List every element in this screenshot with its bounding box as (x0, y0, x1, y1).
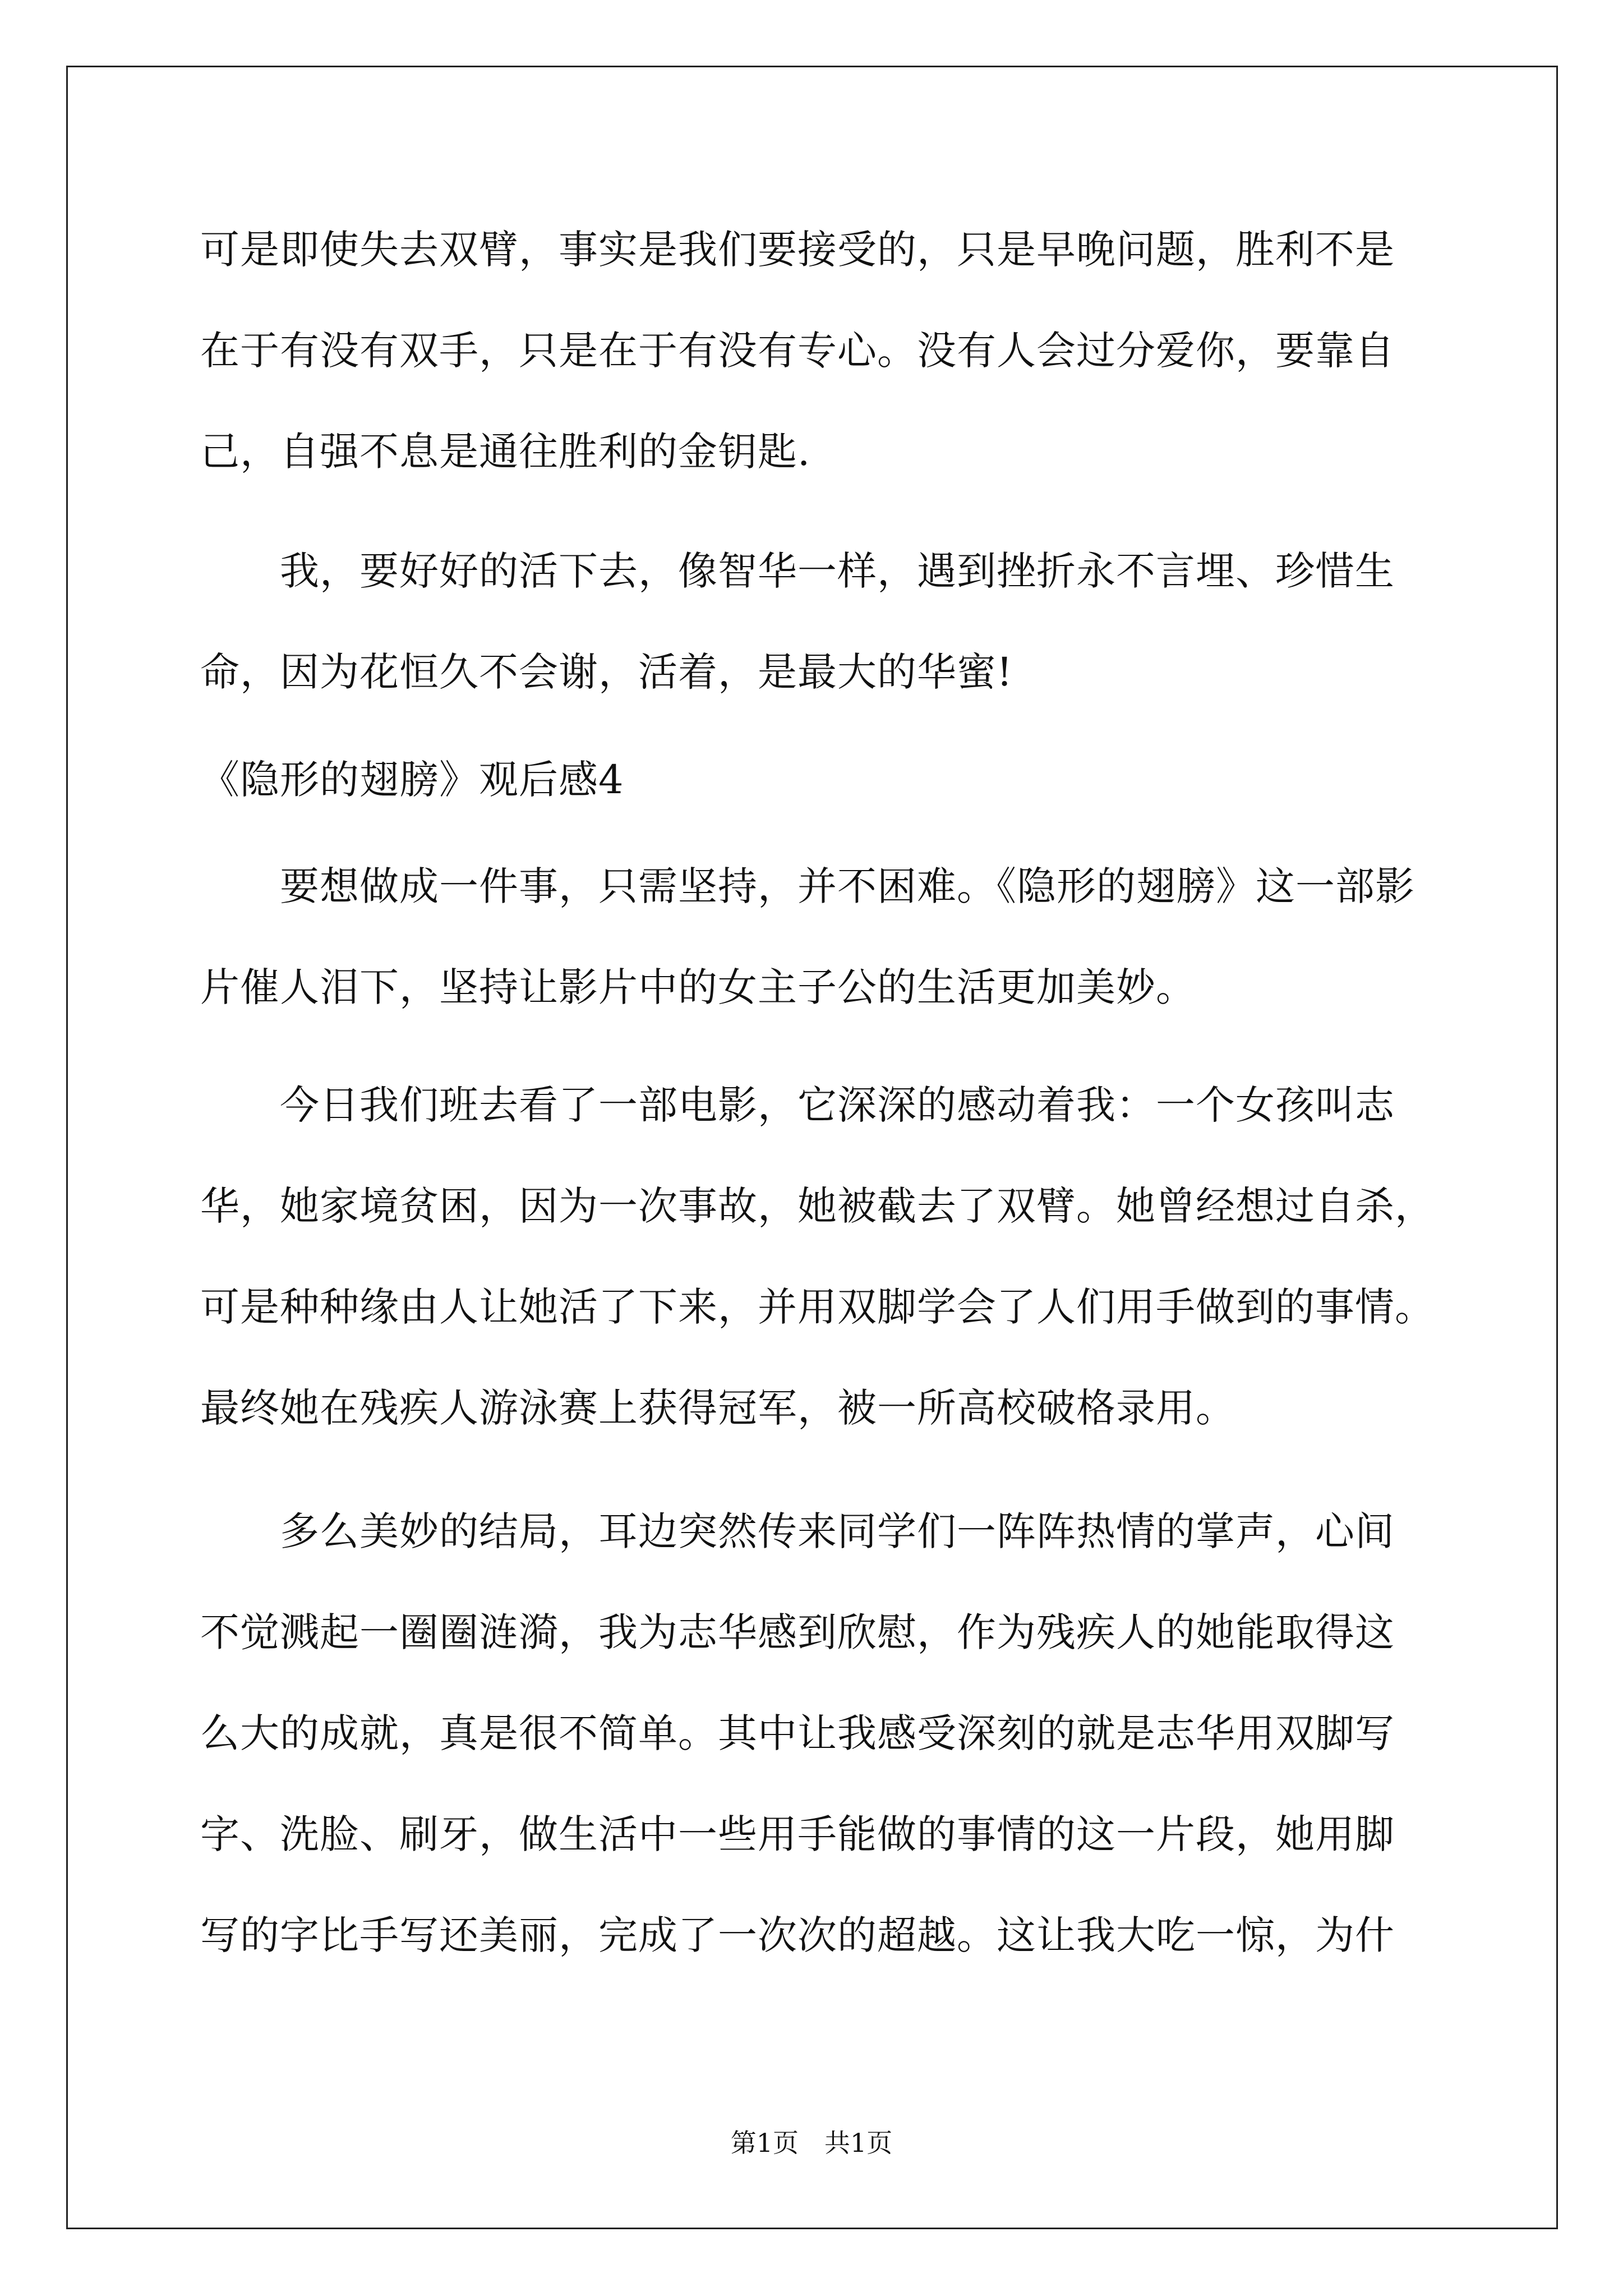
text-line-10: 华，她家境贫困，因为一次事故，她被截去了双臂。她曾经想过自杀， (200, 1183, 1435, 1229)
text-line-7: 要想做成一件事，只需坚持，并不困难。《隐形的翅膀》这一部影 (200, 863, 1415, 909)
page-border (66, 66, 1558, 2229)
text-line-3: 己，自强不息是通往胜利的金钥匙. (200, 429, 811, 475)
text-line-5: 命，因为花恒久不会谢，活着，是最大的华蜜! (200, 649, 1013, 695)
text-line-12: 最终她在残疾人游泳赛上获得冠军，被一所高校破格录用。 (200, 1385, 1235, 1431)
text-line-8: 片催人泪下，坚持让影片中的女主子公的生活更加美妙。 (200, 964, 1196, 1010)
text-line-13: 多么美妙的结局，耳边突然传来同学们一阵阵热情的掌声，心间 (200, 1508, 1395, 1554)
text-line-2: 在于有没有双手，只是在于有没有专心。没有人会过分爱你，要靠自 (200, 328, 1395, 374)
text-line-11: 可是种种缘由人让她活了下来，并用双脚学会了人们用手做到的事情。 (200, 1284, 1435, 1330)
text-line-14: 不觉溅起一圈圈涟漪，我为志华感到欣慰，作为残疾人的她能取得这 (200, 1609, 1395, 1655)
text-line-17: 写的字比手写还美丽，完成了一次次的超越。这让我大吃一惊，为什 (200, 1912, 1395, 1958)
section-heading: 《隐形的翅膀》观后感4 (200, 757, 624, 803)
page-footer: 第1页 共1页 (730, 2128, 893, 2158)
text-line-16: 字、洗脸、刷牙，做生活中一些用手能做的事情的这一片段，她用脚 (200, 1811, 1395, 1857)
text-line-4: 我，要好好的活下去，像智华一样，遇到挫折永不言埋、珍惜生 (200, 548, 1395, 594)
text-line-15: 么大的成就，真是很不简单。其中让我感受深刻的就是志华用双脚写 (200, 1710, 1395, 1756)
text-line-1: 可是即使失去双臂，事实是我们要接受的，只是早晚问题，胜利不是 (200, 227, 1395, 273)
text-line-9: 今日我们班去看了一部电影，它深深的感动着我：一个女孩叫志 (200, 1082, 1395, 1128)
